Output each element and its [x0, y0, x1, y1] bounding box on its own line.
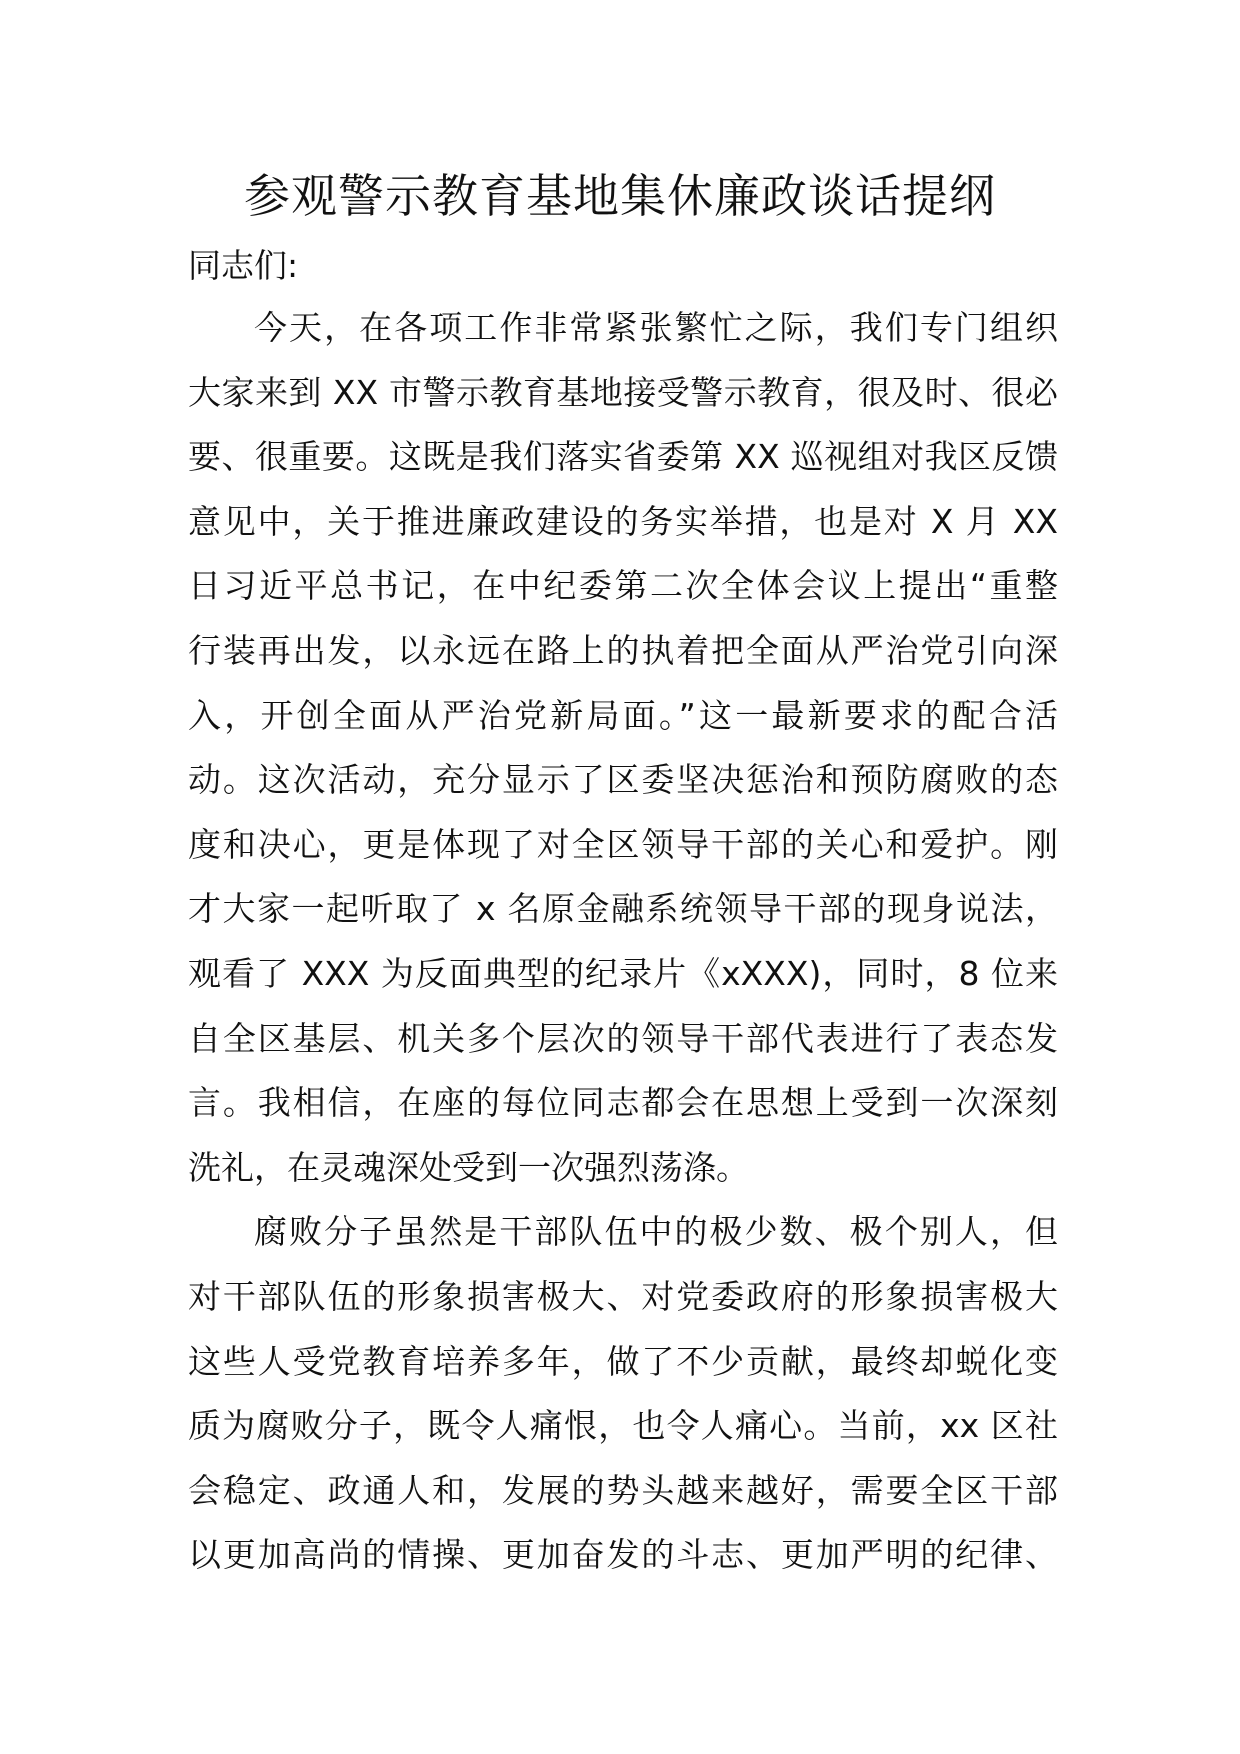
text-line: 以更加高尚的情操、更加奋发的斗志、更加严明的纪律、 [188, 1535, 1058, 1575]
text-line: 才大家一起听取了 x 名原金融系统领导干部的现身说法， [188, 889, 1058, 929]
text-line: 会稳定、政通人和，发展的势头越来越好，需要全区干部 [188, 1470, 1058, 1510]
text-line: 言。我相信，在座的每位同志都会在思想上受到一次深刻 [188, 1083, 1058, 1123]
text-line: 度和决心，更是体现了对全区领导干部的关心和爱护。刚 [188, 824, 1058, 864]
body-lines [188, 296, 1058, 1588]
text-line: 今天，在各项工作非常紧张繁忙之际，我们专门组织 [254, 308, 1058, 347]
text-line: 行装再出发，以永远在路上的执着把全面从严治党引向深 [188, 630, 1058, 670]
text-line: 对干部队伍的形象损害极大、对党委政府的形象损害极大 [188, 1276, 1058, 1316]
text-line: 观看了 XXX 为反面典型的纪录片《xXXX)，同时，8 位来 [188, 953, 1058, 993]
text-line: 腐败分子虽然是干部队伍中的极少数、极个别人，但 [254, 1212, 1058, 1252]
text-line: 入，开创全面从严治党新局面。”这一最新要求的配合活 [188, 695, 1058, 735]
text-line: 自全区基层、机关多个层次的领导干部代表进行了表态发 [188, 1018, 1058, 1058]
text-line: 要、很重要。这既是我们落实省委第 XX 巡视组对我区反馈 [188, 437, 1058, 477]
text-line: 动。这次活动，充分显示了区委坚决惩治和预防腐败的态 [188, 760, 1058, 800]
text-line: 洗礼，在灵魂深处受到一次强烈荡涤。 [188, 1147, 749, 1187]
document-title: 参观警示教育基地集休廉政谈话提纲 [244, 169, 996, 223]
text-line: 日习近平总书记，在中纪委第二次全体会议上提出“重整 [188, 566, 1058, 606]
text-line: 意见中，关于推进廉政建设的务实举措，也是对 X 月 XX [188, 501, 1058, 541]
text-line: 质为腐败分子，既令人痛恨，也令人痛心。当前，xx 区社 [188, 1406, 1058, 1446]
text-line: 大家来到 XX 市警示教育基地接受警示教育，很及时、很必 [188, 372, 1058, 412]
document-body [188, 236, 1058, 1588]
text-line: 这些人受党教育培养多年，做了不少贡献，最终却蜕化变 [188, 1341, 1058, 1381]
salutation: 同志们: [188, 246, 299, 285]
